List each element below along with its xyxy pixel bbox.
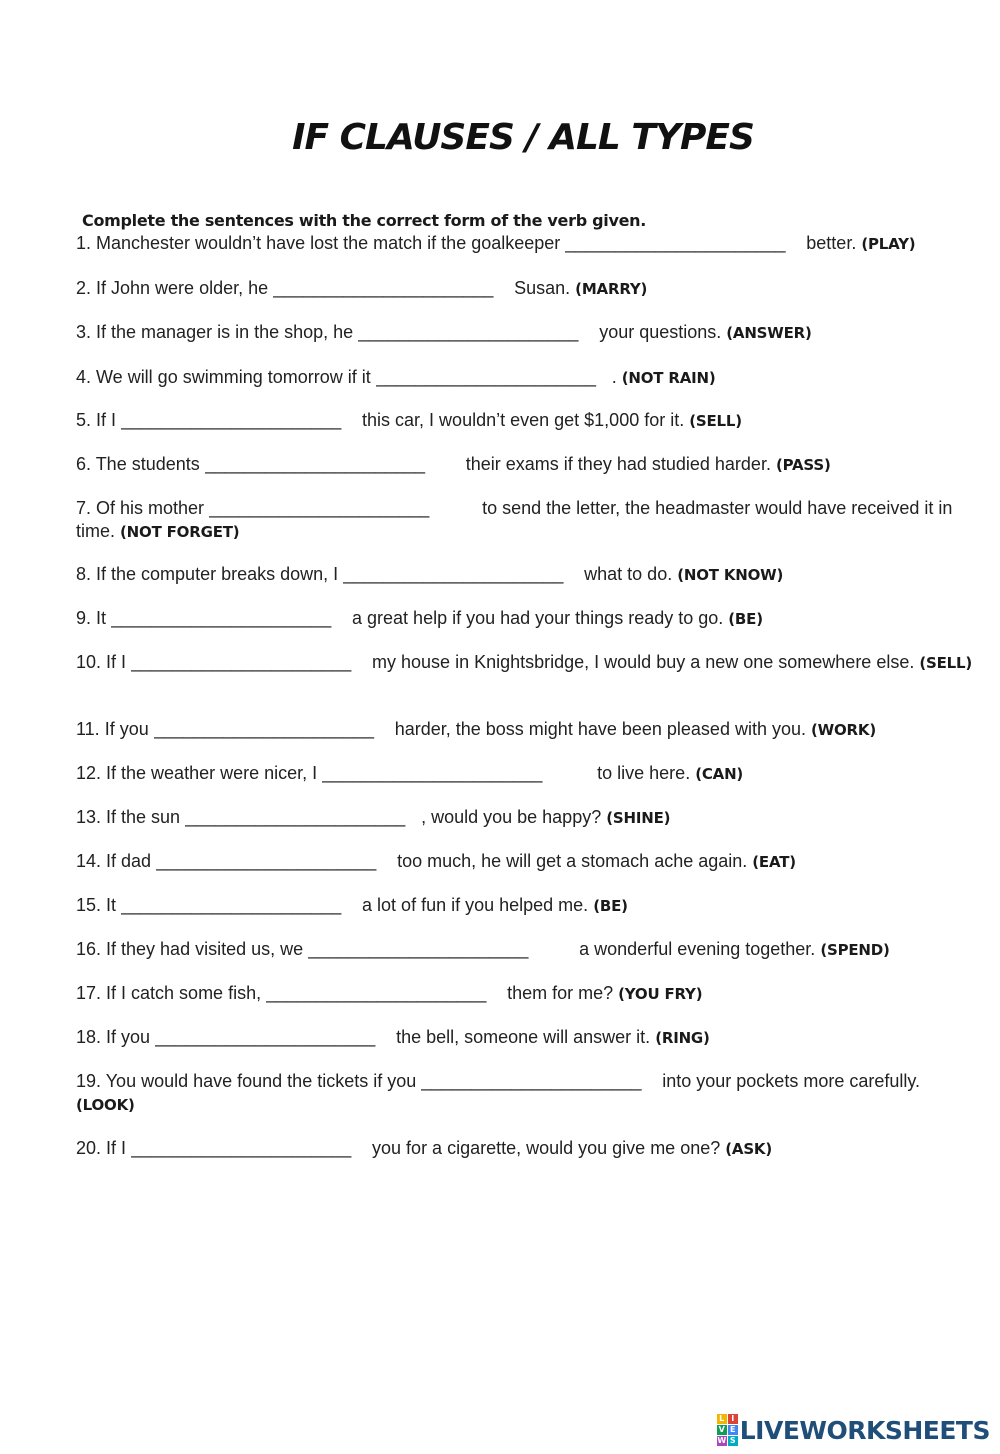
verb-hint: (SPEND) [820, 941, 890, 959]
sentence-end: the bell, someone will answer it. [391, 1027, 656, 1047]
exercise-18 [76, 1026, 976, 1050]
exercise-8 [76, 563, 976, 587]
answer-input-14[interactable] [156, 852, 392, 873]
answer-input-12[interactable] [322, 764, 592, 785]
sentence-start: 4. We will go swimming tomorrow if it [76, 367, 376, 387]
exercise-11 [76, 718, 976, 742]
sentence-start: 16. If they had visited us, we [76, 939, 309, 959]
verb-hint: (ANSWER) [726, 324, 812, 342]
sentence-end: you for a cigarette, would you give me one? [367, 1138, 726, 1158]
sentence-start: 12. If the weather were nicer, I [76, 763, 323, 783]
sentence-end: this car, I wouldn’t even get $1,000 for it. [357, 410, 690, 430]
sentence-end: a great help if you had your things ready to go. [347, 608, 729, 628]
exercise-6 [76, 453, 976, 477]
verb-hint: (NOT RAIN) [621, 369, 716, 387]
exercise-1 [76, 232, 976, 256]
exercise-9 [76, 607, 976, 631]
verb-hint: (BE) [593, 897, 628, 915]
sentence-end: better. [801, 233, 862, 253]
answer-input-17[interactable] [266, 984, 502, 1005]
sentence-end: my house in Knightsbridge, I would buy a new one somewhere else. [367, 652, 920, 672]
verb-hint: (SHINE) [606, 809, 671, 827]
sentence-start: 19. You would have found the tickets if you [76, 1071, 422, 1091]
verb-hint: (EAT) [752, 853, 796, 871]
sentence-start: 17. If I catch some fish, [76, 983, 267, 1003]
answer-input-6[interactable] [205, 455, 461, 476]
answer-input-11[interactable] [154, 720, 390, 741]
instruction-text: Complete the sentences with the correct form of the verb given. [82, 211, 647, 230]
exercise-17 [76, 982, 976, 1006]
liveworksheets-logo[interactable] [717, 1414, 990, 1446]
sentence-start: 18. If you [76, 1027, 156, 1047]
logo-cell: S [728, 1436, 738, 1446]
logo-cell: I [728, 1414, 738, 1424]
verb-hint: (WORK) [811, 721, 876, 739]
verb-hint: (RING) [655, 1029, 710, 1047]
answer-input-5[interactable] [121, 411, 357, 432]
sentence-end: , would you be happy? [421, 807, 607, 827]
verb-hint: (LOOK) [76, 1096, 135, 1114]
sentence-start: 11. If you [76, 719, 154, 739]
answer-input-2[interactable] [273, 279, 509, 300]
exercise-12 [76, 762, 976, 786]
verb-hint: (SELL) [919, 654, 973, 672]
answer-input-8[interactable] [343, 565, 579, 586]
sentence-start: 15. It [76, 895, 122, 915]
verb-hint: (PLAY) [861, 235, 916, 253]
answer-input-7[interactable] [209, 499, 477, 520]
sentence-end: too much, he will get a stomach ache again. [392, 851, 753, 871]
exercise-10 [76, 651, 976, 675]
answer-input-3[interactable] [358, 323, 594, 344]
logo-cell: L [717, 1414, 727, 1424]
verb-hint: (SELL) [689, 412, 742, 430]
answer-input-10[interactable] [131, 653, 367, 674]
answer-input-9[interactable] [111, 609, 347, 630]
sentence-start: 5. If I [76, 410, 122, 430]
answer-input-13[interactable] [185, 808, 421, 829]
exercise-13 [76, 806, 976, 830]
logo-cell: V [718, 1425, 725, 1434]
exercise-3 [76, 321, 976, 345]
exercise-20 [76, 1137, 976, 1161]
answer-input-1[interactable] [565, 234, 801, 255]
sentence-end: a wonderful evening together. [574, 939, 821, 959]
answer-input-19[interactable] [421, 1072, 657, 1093]
liveworksheets-logo-text: LIVEWORKSHEETS [739, 1415, 990, 1445]
exercise-16 [76, 938, 976, 962]
exercise-14 [76, 850, 976, 874]
sentence-end: Susan. [509, 278, 576, 298]
sentence-end: . [611, 367, 622, 387]
verb-hint: (BE) [728, 610, 763, 628]
sentence-end: harder, the boss might have been pleased with you. [389, 719, 811, 739]
exercise-4 [76, 366, 976, 390]
answer-input-16[interactable] [308, 940, 574, 961]
sentence-start: 3. If the manager is in the shop, he [76, 322, 359, 342]
sentence-start: 1. Manchester wouldn’t have lost the match if the goalkeeper [76, 233, 566, 253]
sentence-end: what to do. [579, 564, 678, 584]
sentence-start: 13. If the sun [76, 807, 186, 827]
sentence-end: their exams if they had studied harder. [460, 454, 776, 474]
verb-hint: (ASK) [725, 1140, 772, 1158]
answer-input-20[interactable] [131, 1139, 367, 1160]
sentence-end: to live here. [592, 763, 696, 783]
liveworksheets-logo-icon [717, 1414, 738, 1446]
verb-hint: (CAN) [695, 765, 744, 783]
sentence-start: 14. If dad [76, 851, 157, 871]
sentence-start: 2. If John were older, he [76, 278, 274, 298]
page-title: IF CLAUSES / ALL TYPES [292, 117, 754, 158]
sentence-end: your questions. [594, 322, 727, 342]
exercise-2 [76, 277, 976, 301]
logo-cell: E [728, 1425, 738, 1435]
sentence-start: 7. Of his mother [76, 498, 210, 518]
verb-hint: (MARRY) [575, 280, 648, 298]
exercise-5 [76, 409, 976, 433]
sentence-end: a lot of fun if you helped me. [357, 895, 594, 915]
sentence-end: into your pockets more carefully. [657, 1071, 921, 1091]
sentence-end: to send the letter, the headmaster would have received it in time. [76, 498, 953, 541]
sentence-start: 8. If the computer breaks down, I [76, 564, 344, 584]
sentence-end: them for me? [502, 983, 619, 1003]
exercise-19 [76, 1070, 976, 1117]
logo-cell: W [717, 1436, 727, 1445]
sentence-start: 9. It [76, 608, 112, 628]
verb-hint: (NOT KNOW) [677, 566, 784, 584]
verb-hint: (NOT FORGET) [120, 523, 240, 541]
exercise-15 [76, 894, 976, 918]
sentence-start: 20. If I [76, 1138, 132, 1158]
sentence-start: 10. If I [76, 652, 132, 672]
sentence-start: 6. The students [76, 454, 205, 474]
verb-hint: (PASS) [775, 456, 831, 474]
answer-input-15[interactable] [121, 896, 357, 917]
answer-input-18[interactable] [155, 1028, 391, 1049]
answer-input-4[interactable] [376, 368, 612, 389]
verb-hint: (YOU FRY) [618, 985, 703, 1003]
exercise-7 [76, 497, 976, 544]
